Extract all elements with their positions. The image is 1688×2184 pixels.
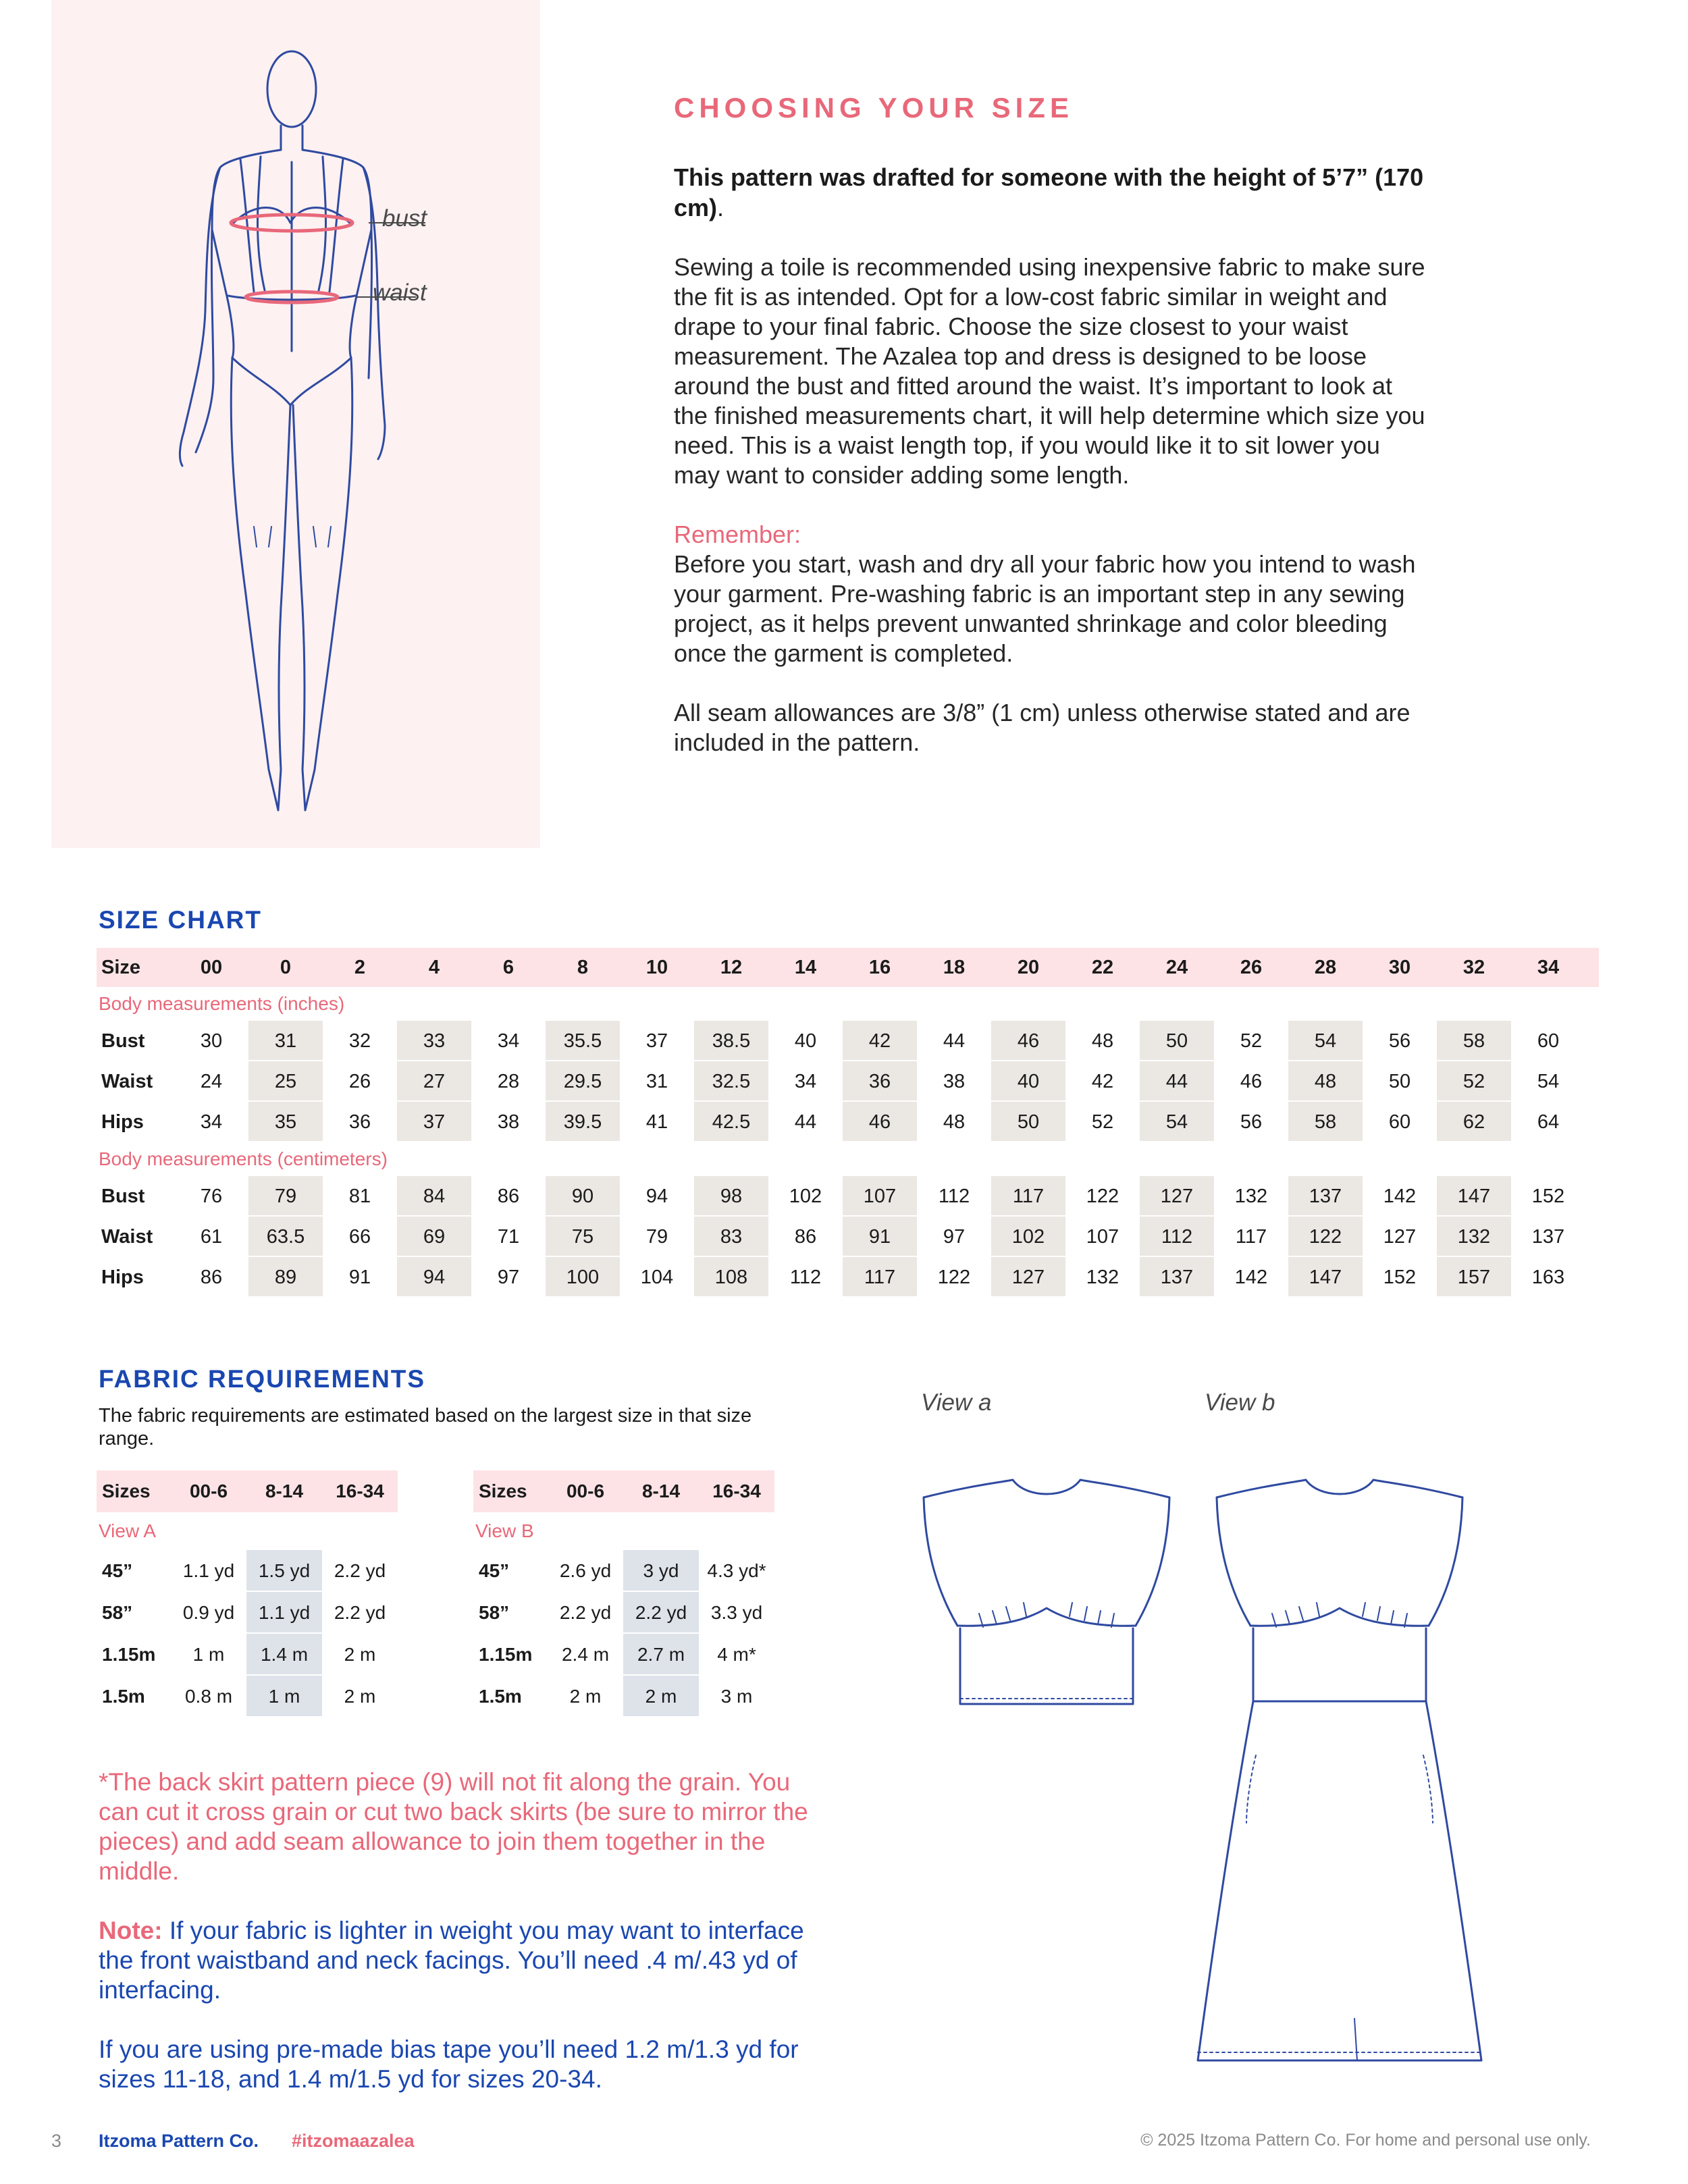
measurement-value: 122	[937, 1267, 971, 1288]
fabric-header-label: Sizes	[102, 1481, 151, 1501]
measurement-value: 127	[1383, 1226, 1417, 1248]
measurement-value: 132	[1234, 1186, 1268, 1207]
size-header-cell: 34	[1537, 957, 1560, 978]
size-header-cell: 30	[1388, 957, 1411, 978]
measurement-value: 97	[497, 1267, 520, 1288]
cm-block-label: Body measurements (centimeters)	[99, 1148, 388, 1169]
size-header-cell: 10	[645, 957, 668, 978]
measurement-value: 34	[200, 1111, 223, 1133]
measurement-value: 25	[248, 1061, 323, 1102]
measurement-value: 142	[1383, 1186, 1417, 1207]
measurement-value: 54	[1537, 1071, 1560, 1092]
measurement-value: 26	[348, 1071, 371, 1092]
fabric-view-label: View A	[99, 1520, 157, 1541]
measurement-value: 71	[497, 1226, 520, 1248]
size-header-cell: 32	[1462, 957, 1485, 978]
size-chart-header-row	[97, 948, 1599, 987]
view-b-dress-drawing	[1198, 1480, 1481, 2060]
measurement-value: 48	[943, 1111, 966, 1133]
fabric-amount: 0.9 yd	[182, 1602, 235, 1623]
fabric-width-label: 1.15m	[479, 1644, 533, 1665]
size-header-cell: 14	[794, 957, 817, 978]
remember-label: Remember:	[674, 521, 801, 548]
view-a-top-drawing	[924, 1480, 1169, 1704]
waist-label: waist	[373, 279, 427, 306]
measurement-value: 89	[248, 1257, 323, 1298]
bias-tape-note: If you are using pre-made bias tape you’ll need 1.2 m/1.3 yd for sizes 11-18, and 1.4 m/1.5 yd for sizes 20-34.	[99, 2035, 799, 2093]
measurement-value: 50	[1140, 1021, 1214, 1061]
footer-copyright: © 2025 Itzoma Pattern Co. For home and personal use only.	[1140, 2131, 1591, 2150]
measurement-value: 35	[248, 1102, 323, 1142]
measurement-value: 46	[1240, 1071, 1263, 1092]
measurement-value: 54	[1288, 1021, 1363, 1061]
measurement-value: 37	[397, 1102, 471, 1142]
fabric-amount: 0.8 m	[184, 1686, 233, 1707]
fabric-amount: 1 m	[246, 1676, 322, 1717]
cm-block-row	[97, 1257, 1599, 1298]
measurement-value: 79	[248, 1176, 323, 1217]
measurement-value: 62	[1437, 1102, 1511, 1142]
measurement-value: 46	[843, 1102, 917, 1142]
measurement-value: 132	[1086, 1267, 1119, 1288]
measurement-value: 50	[1388, 1071, 1411, 1092]
fabric-row	[97, 1676, 398, 1717]
fabric-amount: 2.2 yd	[334, 1560, 386, 1581]
seam-allowance-paragraph: All seam allowances are 3/8” (1 cm) unless otherwise stated and are included in the pattern.	[674, 699, 1410, 756]
bust-label: bust	[382, 205, 427, 232]
measurement-value: 27	[397, 1061, 471, 1102]
fabric-range-header: 16-34	[336, 1481, 384, 1501]
measurement-value: 76	[200, 1186, 223, 1207]
measurement-value: 31	[248, 1021, 323, 1061]
fabric-amount: 1 m	[192, 1644, 225, 1665]
measurement-value: 60	[1388, 1111, 1411, 1133]
measurement-value: 64	[1537, 1111, 1560, 1133]
fabric-width-label: 1.15m	[102, 1644, 156, 1665]
measurement-value: 34	[794, 1071, 817, 1092]
measurement-value: 56	[1388, 1030, 1411, 1052]
measurement-value: 38.5	[694, 1021, 768, 1061]
interfacing-note	[99, 1916, 814, 2005]
measurement-value: 52	[1437, 1061, 1511, 1102]
size-header-cell: 20	[1017, 957, 1040, 978]
size-header-cell: 16	[868, 957, 891, 978]
size-header-cell: 24	[1165, 957, 1188, 978]
measurement-value: 41	[645, 1111, 668, 1133]
fabric-amount: 1.4 m	[246, 1634, 322, 1676]
fabric-amount: 3 yd	[623, 1550, 699, 1592]
measurement-value: 137	[1140, 1257, 1214, 1298]
size-header-cell: 26	[1240, 957, 1263, 978]
measurement-value: 36	[843, 1061, 917, 1102]
measurement-value: 86	[794, 1226, 817, 1248]
fabric-width-label: 45”	[479, 1560, 510, 1581]
fabric-header-row	[97, 1470, 398, 1512]
measurement-value: 63.5	[248, 1217, 323, 1257]
height-statement	[674, 162, 1430, 223]
fabric-amount: 2.2 yd	[334, 1602, 386, 1623]
measurement-value: 58	[1288, 1102, 1363, 1142]
measurement-value: 61	[200, 1226, 223, 1248]
measurement-value: 48	[1288, 1061, 1363, 1102]
measurement-value: 33	[397, 1021, 471, 1061]
measurement-value: 30	[200, 1030, 223, 1052]
section-title-size-chart: SIZE CHART	[99, 906, 262, 934]
inches-block-row	[97, 1102, 1599, 1142]
measurement-value: 37	[645, 1030, 668, 1052]
fabric-amount: 2.2 yd	[623, 1592, 699, 1634]
fabric-range-header: 8-14	[641, 1481, 681, 1501]
measurement-label: Bust	[101, 1030, 145, 1052]
view-b-label: View b	[1205, 1389, 1275, 1416]
fabric-range-header: 00-6	[189, 1481, 228, 1501]
fabric-table-view-a	[97, 1470, 398, 1717]
fabric-header-label: Sizes	[479, 1481, 527, 1501]
size-header-cell: 18	[943, 957, 966, 978]
fabric-amount: 2 m	[623, 1676, 699, 1717]
measurement-value: 46	[991, 1021, 1065, 1061]
fabric-width-label: 58”	[479, 1602, 510, 1623]
measurement-value: 132	[1437, 1217, 1511, 1257]
measurement-value: 83	[694, 1217, 768, 1257]
measurement-value: 36	[348, 1111, 371, 1133]
measurement-value: 107	[843, 1176, 917, 1217]
measurement-value: 60	[1537, 1030, 1560, 1052]
measurement-value: 94	[397, 1257, 471, 1298]
note-label: Note:	[99, 1917, 163, 1944]
fabric-amount: 2.2 yd	[559, 1602, 612, 1623]
measurement-value: 86	[497, 1186, 520, 1207]
measurement-value: 44	[794, 1111, 817, 1133]
measurement-value: 112	[1140, 1217, 1214, 1257]
size-header-cell: 00	[200, 957, 223, 978]
measurement-value: 34	[497, 1030, 520, 1052]
size-header-cell: 6	[502, 957, 515, 978]
fabric-row	[473, 1592, 774, 1634]
measurement-value: 38	[943, 1071, 966, 1092]
measurement-value: 107	[1086, 1226, 1119, 1248]
measurement-value: 91	[348, 1267, 371, 1288]
measurement-value: 79	[645, 1226, 668, 1248]
size-header-label: Size	[101, 957, 141, 978]
measurement-value: 42	[1091, 1071, 1114, 1092]
fabric-amount: 2.6 yd	[559, 1560, 612, 1581]
measurement-value: 31	[645, 1071, 668, 1092]
fabric-row	[97, 1592, 398, 1634]
measurement-value: 142	[1234, 1267, 1268, 1288]
fabric-row	[473, 1550, 774, 1592]
interfacing-note-text: If your fabric is lighter in weight you may want to interface the front waistband and neck facings. You’ll need .4 m/.43 yd of interfacing.	[99, 1917, 804, 2004]
fabric-amount: 1.1 yd	[182, 1560, 235, 1581]
measurement-value: 52	[1091, 1111, 1114, 1133]
measurement-value: 48	[1091, 1030, 1114, 1052]
fabric-amount: 1.5 yd	[246, 1550, 322, 1592]
measurement-value: 102	[991, 1217, 1065, 1257]
fabric-amount: 2.7 m	[623, 1634, 699, 1676]
measurement-value: 29.5	[546, 1061, 620, 1102]
measurement-value: 122	[1086, 1186, 1119, 1207]
measurement-value: 127	[991, 1257, 1065, 1298]
view-a-label: View a	[921, 1389, 992, 1416]
measurement-value: 112	[789, 1267, 822, 1288]
inches-block-row	[97, 1021, 1599, 1061]
fabric-view-label: View B	[475, 1520, 534, 1541]
measurement-value: 50	[991, 1102, 1065, 1142]
fabric-row	[97, 1634, 398, 1676]
measurement-value: 58	[1437, 1021, 1511, 1061]
garment-views-illustration	[898, 1458, 1506, 2079]
measurement-value: 44	[943, 1030, 966, 1052]
fabric-amount: 4.3 yd*	[707, 1560, 766, 1581]
measurement-label: Waist	[101, 1226, 153, 1248]
size-header-cell: 2	[354, 957, 366, 978]
croquis-panel	[51, 0, 540, 848]
fabric-amount: 3 m	[720, 1686, 753, 1707]
fabric-width-label: 58”	[102, 1602, 133, 1623]
measurement-value: 24	[200, 1071, 223, 1092]
choosing-size-section	[674, 92, 1430, 757]
fabric-amount: 1.1 yd	[246, 1592, 322, 1634]
measurement-value: 91	[843, 1217, 917, 1257]
measurement-value: 97	[943, 1226, 966, 1248]
remember-text: Before you start, wash and dry all your fabric how you intend to wash your garment. Pre-washing fabric is an important step in any sewing project, as it helps prevent unwanted shrinkage and color bleeding once the garment is completed.	[674, 550, 1416, 667]
measurement-value: 69	[397, 1217, 471, 1257]
fabric-row	[97, 1550, 398, 1592]
measurement-value: 98	[694, 1176, 768, 1217]
measurement-value: 28	[497, 1071, 520, 1092]
fabric-table-view-b	[473, 1470, 774, 1717]
fabric-amount: 2 m	[344, 1644, 376, 1665]
measurement-value: 42	[843, 1021, 917, 1061]
measurement-value: 54	[1140, 1102, 1214, 1142]
toile-paragraph: Sewing a toile is recommended using inexpensive fabric to make sure the fit is as intended. Opt for a low-cost fabric similar in weight and drape to your final fabric. Choose the size closest to your waist measurement. The Azalea top and dress is designed to be loose around the bust and fitted around the waist. It’s important to look at the finished measurements chart, it will help determine which size you need. This is a waist length top, if you would like it to sit lower you may want to consider adding some length.	[674, 253, 1425, 489]
cm-block-row	[97, 1217, 1599, 1257]
measurement-label: Waist	[101, 1071, 153, 1092]
size-header-cell: 12	[720, 957, 743, 978]
fabric-estimate-note: The fabric requirements are estimated based on the largest size in that size range.	[99, 1405, 752, 1449]
measurement-value: 35.5	[546, 1021, 620, 1061]
size-header-cell: 0	[280, 957, 292, 978]
fabric-header-row	[473, 1470, 774, 1512]
remember-paragraph	[674, 520, 1430, 668]
measurement-value: 117	[991, 1176, 1065, 1217]
inches-block-label: Body measurements (inches)	[99, 993, 345, 1014]
measurement-value: 117	[1235, 1226, 1267, 1248]
footer-hashtag: #itzomaazalea	[292, 2131, 415, 2151]
inches-block-row	[97, 1061, 1599, 1102]
measurement-value: 40	[794, 1030, 817, 1052]
measurement-value: 122	[1288, 1217, 1363, 1257]
fabric-amount: 4 m*	[717, 1644, 756, 1665]
measurement-value: 112	[938, 1186, 970, 1207]
measurement-value: 104	[640, 1267, 674, 1288]
cm-block-row	[97, 1176, 1599, 1217]
fabric-row	[473, 1676, 774, 1717]
measurement-value: 75	[546, 1217, 620, 1257]
size-header-cell: 28	[1314, 957, 1337, 978]
measurement-value: 147	[1437, 1176, 1511, 1217]
measurement-value: 137	[1531, 1226, 1565, 1248]
height-statement-text: This pattern was drafted for someone with the height of 5’7” (170 cm)	[674, 163, 1424, 221]
fabric-range-header: 00-6	[566, 1481, 605, 1501]
measurement-value: 152	[1531, 1186, 1565, 1207]
fabric-amount: 3.3 yd	[710, 1602, 763, 1623]
measurement-label: Hips	[101, 1267, 144, 1288]
fabric-amount: 2 m	[569, 1686, 602, 1707]
measurement-value: 52	[1240, 1030, 1263, 1052]
measurement-value: 40	[991, 1061, 1065, 1102]
measurement-value: 86	[200, 1267, 223, 1288]
measurement-value: 117	[843, 1257, 917, 1298]
measurement-value: 84	[397, 1176, 471, 1217]
fabric-range-header: 8-14	[265, 1481, 304, 1501]
measurement-value: 42.5	[694, 1102, 768, 1142]
section-title-choosing-size: CHOOSING YOUR SIZE	[674, 92, 1074, 124]
measurement-value: 94	[645, 1186, 668, 1207]
measurement-value: 39.5	[546, 1102, 620, 1142]
fabric-amount: 2 m	[344, 1686, 376, 1707]
measurement-value: 157	[1437, 1257, 1511, 1298]
fabric-width-label: 45”	[102, 1560, 133, 1581]
measurement-value: 32	[348, 1030, 371, 1052]
measurement-value: 81	[348, 1186, 371, 1207]
fabric-row	[473, 1634, 774, 1676]
measurement-value: 147	[1288, 1257, 1363, 1298]
fabric-range-header: 16-34	[712, 1481, 761, 1501]
measurement-value: 100	[546, 1257, 620, 1298]
back-skirt-note: *The back skirt pattern piece (9) will not fit along the grain. You can cut it cross grain or cut two back skirts (be sure to mirror the pieces) and add seam allowance to join them together in the middle.	[99, 1768, 808, 1885]
measurement-value: 137	[1288, 1176, 1363, 1217]
measurement-value: 152	[1383, 1267, 1417, 1288]
measurement-lines	[51, 0, 540, 848]
page-number: 3	[51, 2131, 62, 2151]
measurement-label: Bust	[101, 1186, 145, 1207]
fabric-width-label: 1.5m	[479, 1686, 522, 1707]
measurement-value: 56	[1240, 1111, 1263, 1133]
measurement-label: Hips	[101, 1111, 144, 1133]
fabric-amount: 2.4 m	[561, 1644, 610, 1665]
size-header-cell: 8	[577, 957, 589, 978]
size-header-cell: 22	[1091, 957, 1114, 978]
measurement-value: 163	[1531, 1267, 1565, 1288]
measurement-value: 66	[348, 1226, 371, 1248]
size-chart-table	[97, 948, 1599, 1298]
measurement-value: 108	[694, 1257, 768, 1298]
fabric-width-label: 1.5m	[102, 1686, 145, 1707]
size-header-cell: 4	[428, 957, 440, 978]
measurement-value: 32.5	[694, 1061, 768, 1102]
footer-brand: Itzoma Pattern Co.	[99, 2131, 259, 2151]
measurement-value: 38	[497, 1111, 520, 1133]
measurement-value: 102	[789, 1186, 822, 1207]
measurement-value: 90	[546, 1176, 620, 1217]
measurement-value: 127	[1140, 1176, 1214, 1217]
section-title-fabric-requirements: FABRIC REQUIREMENTS	[99, 1365, 426, 1393]
measurement-value: 44	[1140, 1061, 1214, 1102]
height-statement-period: .	[717, 194, 724, 221]
